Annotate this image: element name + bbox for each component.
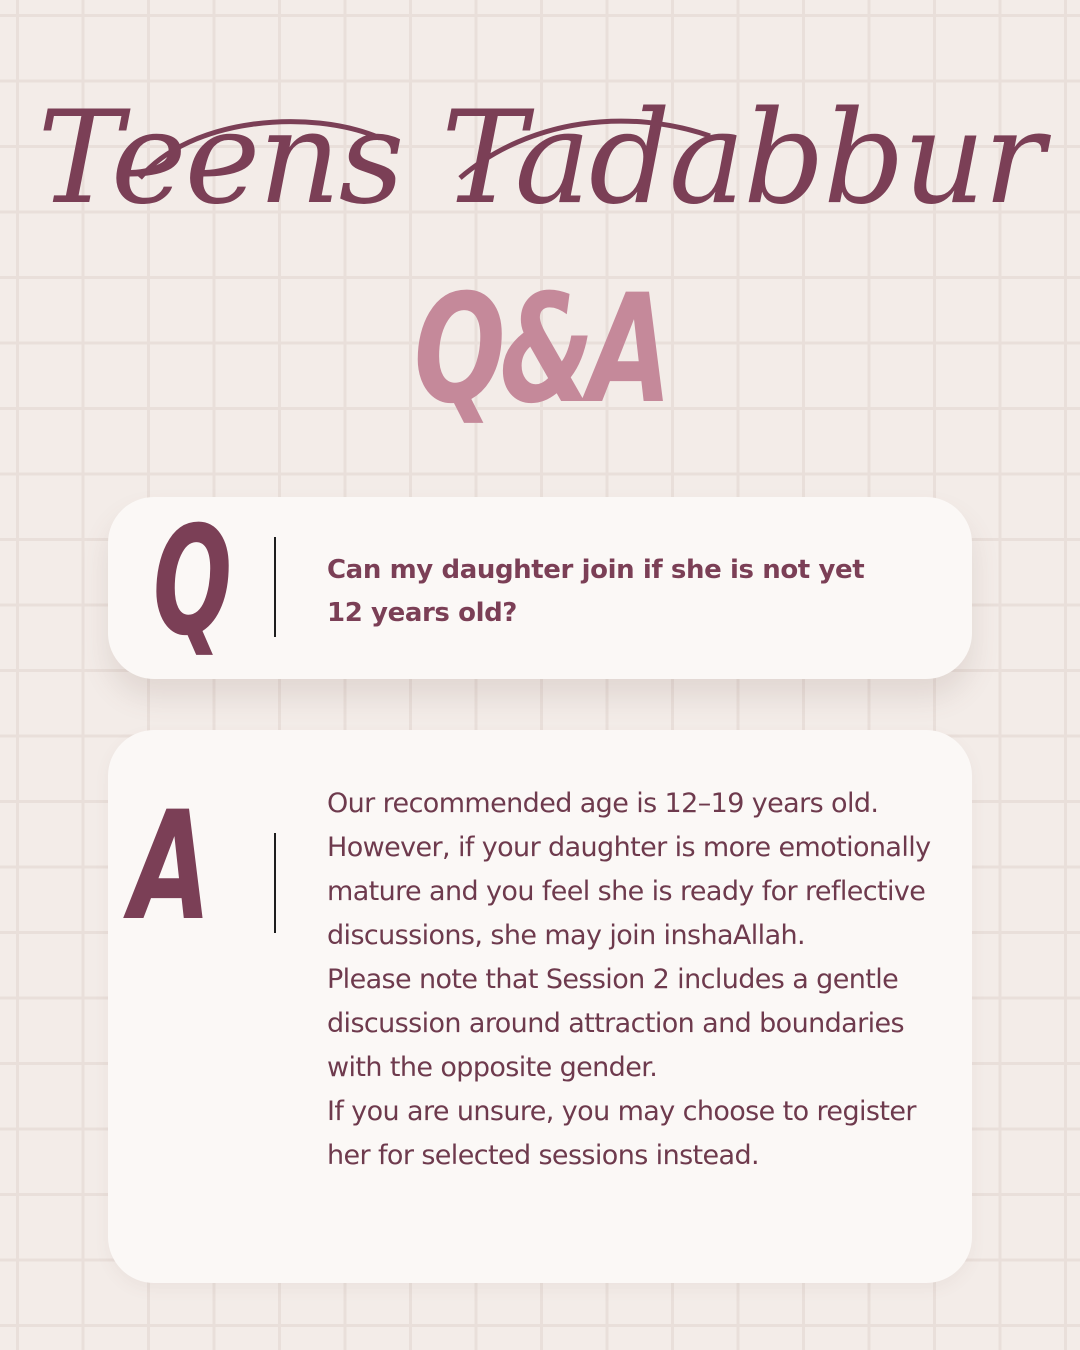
answer-paragraph: Please note that Session 2 includes a gentle discussion around attraction and boundaries with the opposite gender. — [327, 964, 904, 1083]
answer-letter: A — [130, 780, 212, 954]
answer-paragraph: Our recommended age is 12–19 years old. However, if your daughter is more emotionally mature and you feel she is ready for reflective discussions, she may join inshaAllah. — [327, 788, 931, 951]
answer-text — [327, 782, 947, 1178]
answer-divider — [274, 833, 276, 933]
question-divider — [274, 537, 276, 637]
page-subtitle: Q&A — [413, 263, 667, 437]
page-title: Teens Tadabbur — [37, 84, 1043, 233]
answer-paragraph: If you are unsure, you may choose to register her for selected sessions instead. — [327, 1096, 916, 1171]
question-text: Can my daughter join if she is not yet 12 years old? — [327, 555, 865, 628]
question-card — [108, 497, 972, 679]
question-letter: Q — [153, 495, 233, 669]
answer-card — [108, 730, 972, 1283]
